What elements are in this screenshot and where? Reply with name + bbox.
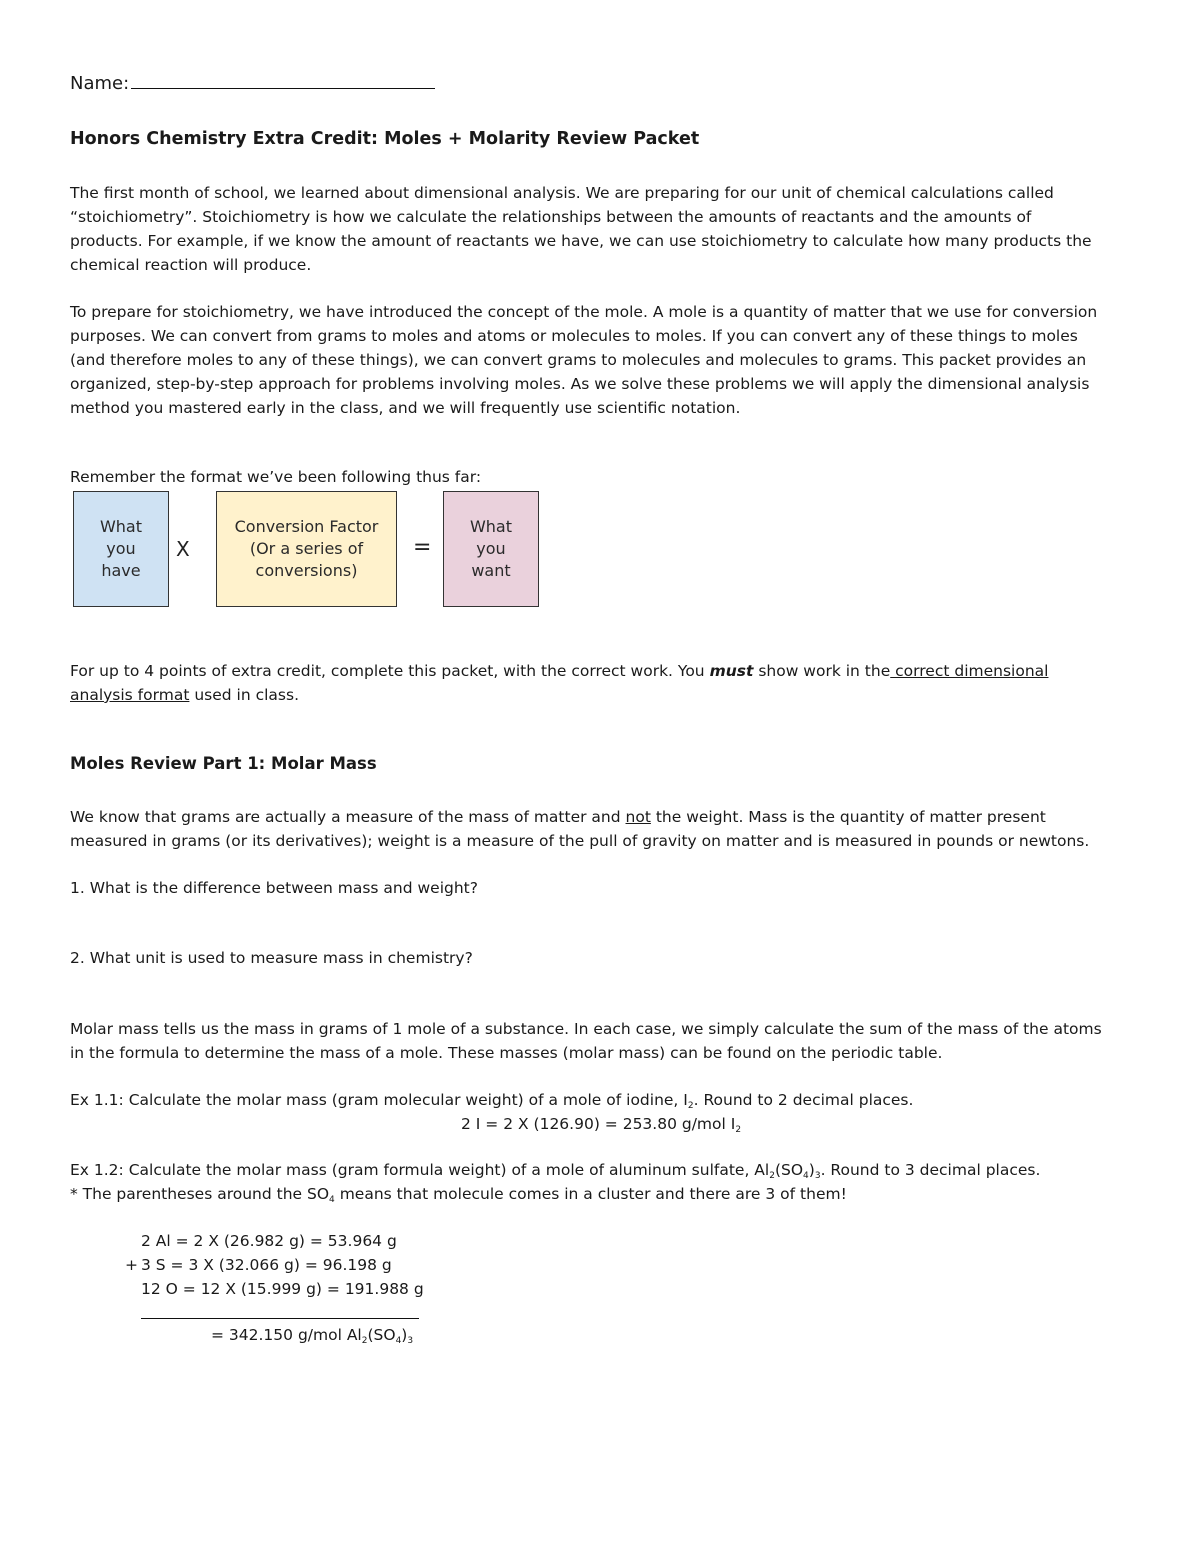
text-span: Ex 1.1: Calculate the molar mass (gram molecular weight) of a mole of iodine, I [70, 1091, 688, 1109]
text-line: products. For example, if we know the amount of reactants we have, we can use stoichiometry to calculate how many products the [70, 232, 1092, 250]
subscript: 2 [769, 1171, 775, 1181]
mass-paragraph [70, 805, 1089, 853]
text-line [70, 683, 1048, 707]
text-span: . Round to 3 decimal places. [820, 1161, 1041, 1179]
box-line: have [101, 561, 141, 580]
text-span: (SO [367, 1326, 396, 1344]
intro-paragraph-1 [70, 181, 1092, 277]
text-line: method you mastered early in the class, and we will frequently use scientific notation. [70, 399, 741, 417]
text-span: show work in the [753, 662, 891, 680]
sum-rule [141, 1318, 419, 1319]
box-line: (Or a series of [249, 539, 364, 558]
text-line: purposes. We can convert from grams to moles and atoms or molecules to moles. If you can convert any of these things to moles [70, 327, 1078, 345]
example-1-1 [70, 1088, 913, 1112]
text-span: . Round to 2 decimal places. [693, 1091, 914, 1109]
text-span: For up to 4 points of extra credit, complete this packet, with the correct work. You [70, 662, 710, 680]
document-title: Honors Chemistry Extra Credit: Moles + Molarity Review Packet [70, 129, 700, 149]
box-line: What [469, 517, 513, 536]
text-span: 2 I = 2 X (126.90) = 253.80 g/mol I [461, 1115, 736, 1133]
calc-total [211, 1323, 413, 1347]
question-1: 1. What is the difference between mass and weight? [70, 879, 478, 897]
text-span: means that molecule comes in a cluster and there are 3 of them! [334, 1185, 847, 1203]
subscript: 4 [395, 1336, 402, 1346]
text-span: (SO [774, 1161, 804, 1179]
text-span: * The parentheses around the SO [70, 1185, 330, 1203]
text-line: To prepare for stoichiometry, we have introduced the concept of the mole. A mole is a quantity of matter that we use for conversion [70, 303, 1098, 321]
intro-paragraph-2 [70, 300, 1097, 420]
section-heading-part1: Moles Review Part 1: Molar Mass [70, 754, 377, 773]
calc-line-s: 3 S = 3 X (32.066 g) = 96.198 g [141, 1256, 392, 1274]
box-line: What [99, 517, 143, 536]
example-1-2 [70, 1158, 1040, 1182]
question-2: 2. What unit is used to measure mass in chemistry? [70, 949, 473, 967]
name-field[interactable] [70, 70, 435, 96]
underlined-text: analysis format [70, 686, 190, 704]
subscript: 4 [329, 1195, 335, 1205]
text-span: ) [808, 1161, 815, 1179]
emphasis-must: must [709, 662, 754, 680]
name-blank-line[interactable] [131, 70, 435, 89]
molar-mass-paragraph [70, 1017, 1102, 1065]
text-line: The first month of school, we learned about dimensional analysis. We are preparing for our unit of chemical calculations called [70, 184, 1054, 202]
underlined-text: not [625, 808, 651, 826]
subscript: 2 [687, 1101, 694, 1111]
text-span: ) [401, 1326, 408, 1344]
text-span: We know that grams are actually a measure of the mass of matter and [70, 808, 626, 826]
calc-line-o: 12 O = 12 X (15.999 g) = 191.988 g [141, 1280, 424, 1298]
text-span: used in class. [189, 686, 299, 704]
what-you-have-box [73, 491, 169, 607]
equals-sign: = [413, 535, 432, 560]
box-line: conversions) [255, 561, 358, 580]
format-diagram [73, 491, 543, 607]
subscript: 2 [735, 1125, 742, 1135]
example-1-1-calculation [461, 1112, 741, 1136]
text-line: chemical reaction will produce. [70, 256, 312, 274]
box-line: want [471, 561, 511, 580]
box-line: Conversion Factor [234, 517, 379, 536]
calc-plus-sign: + [125, 1256, 138, 1274]
text-span: the weight. Mass is the quantity of matter present [650, 808, 1046, 826]
text-line: in the formula to determine the mass of a mole. These masses (molar mass) can be found on the periodic table. [70, 1044, 943, 1062]
times-sign: X [176, 537, 190, 561]
subscript: 4 [803, 1171, 809, 1181]
subscript: 2 [361, 1336, 368, 1346]
conversion-factor-box [216, 491, 397, 607]
underlined-text: correct dimensional [890, 662, 1049, 680]
text-span: = 342.150 g/mol Al [211, 1326, 362, 1344]
text-line: measured in grams (or its derivatives); weight is a measure of the pull of gravity on matter and is measured in pounds or newtons. [70, 832, 1090, 850]
name-label: Name: [70, 73, 130, 94]
subscript: 3 [814, 1171, 821, 1181]
subscript: 3 [407, 1336, 414, 1346]
text-span: Ex 1.2: Calculate the molar mass (gram formula weight) of a mole of aluminum sulfate, Al [70, 1161, 770, 1179]
extra-credit-paragraph [70, 659, 1048, 707]
text-line [70, 805, 1089, 829]
calc-line-al: 2 Al = 2 X (26.982 g) = 53.964 g [141, 1232, 397, 1250]
example-1-2-note [70, 1182, 847, 1206]
format-lead: Remember the format we’ve been following thus far: [70, 468, 482, 486]
what-you-want-box [443, 491, 539, 607]
box-line: you [476, 539, 506, 558]
text-line: (and therefore moles to any of these things), we can convert grams to molecules and molecules to grams. This packet provides an [70, 351, 1087, 369]
text-line [70, 659, 1048, 683]
box-line: you [106, 539, 136, 558]
text-line: Molar mass tells us the mass in grams of 1 mole of a substance. In each case, we simply calculate the sum of the mass of the atoms [70, 1020, 1102, 1038]
text-line: organized, step-by-step approach for problems involving moles. As we solve these problems we will apply the dimensional analysis [70, 375, 1090, 393]
text-line: “stoichiometry”. Stoichiometry is how we calculate the relationships between the amounts of reactants and the amounts of [70, 208, 1032, 226]
